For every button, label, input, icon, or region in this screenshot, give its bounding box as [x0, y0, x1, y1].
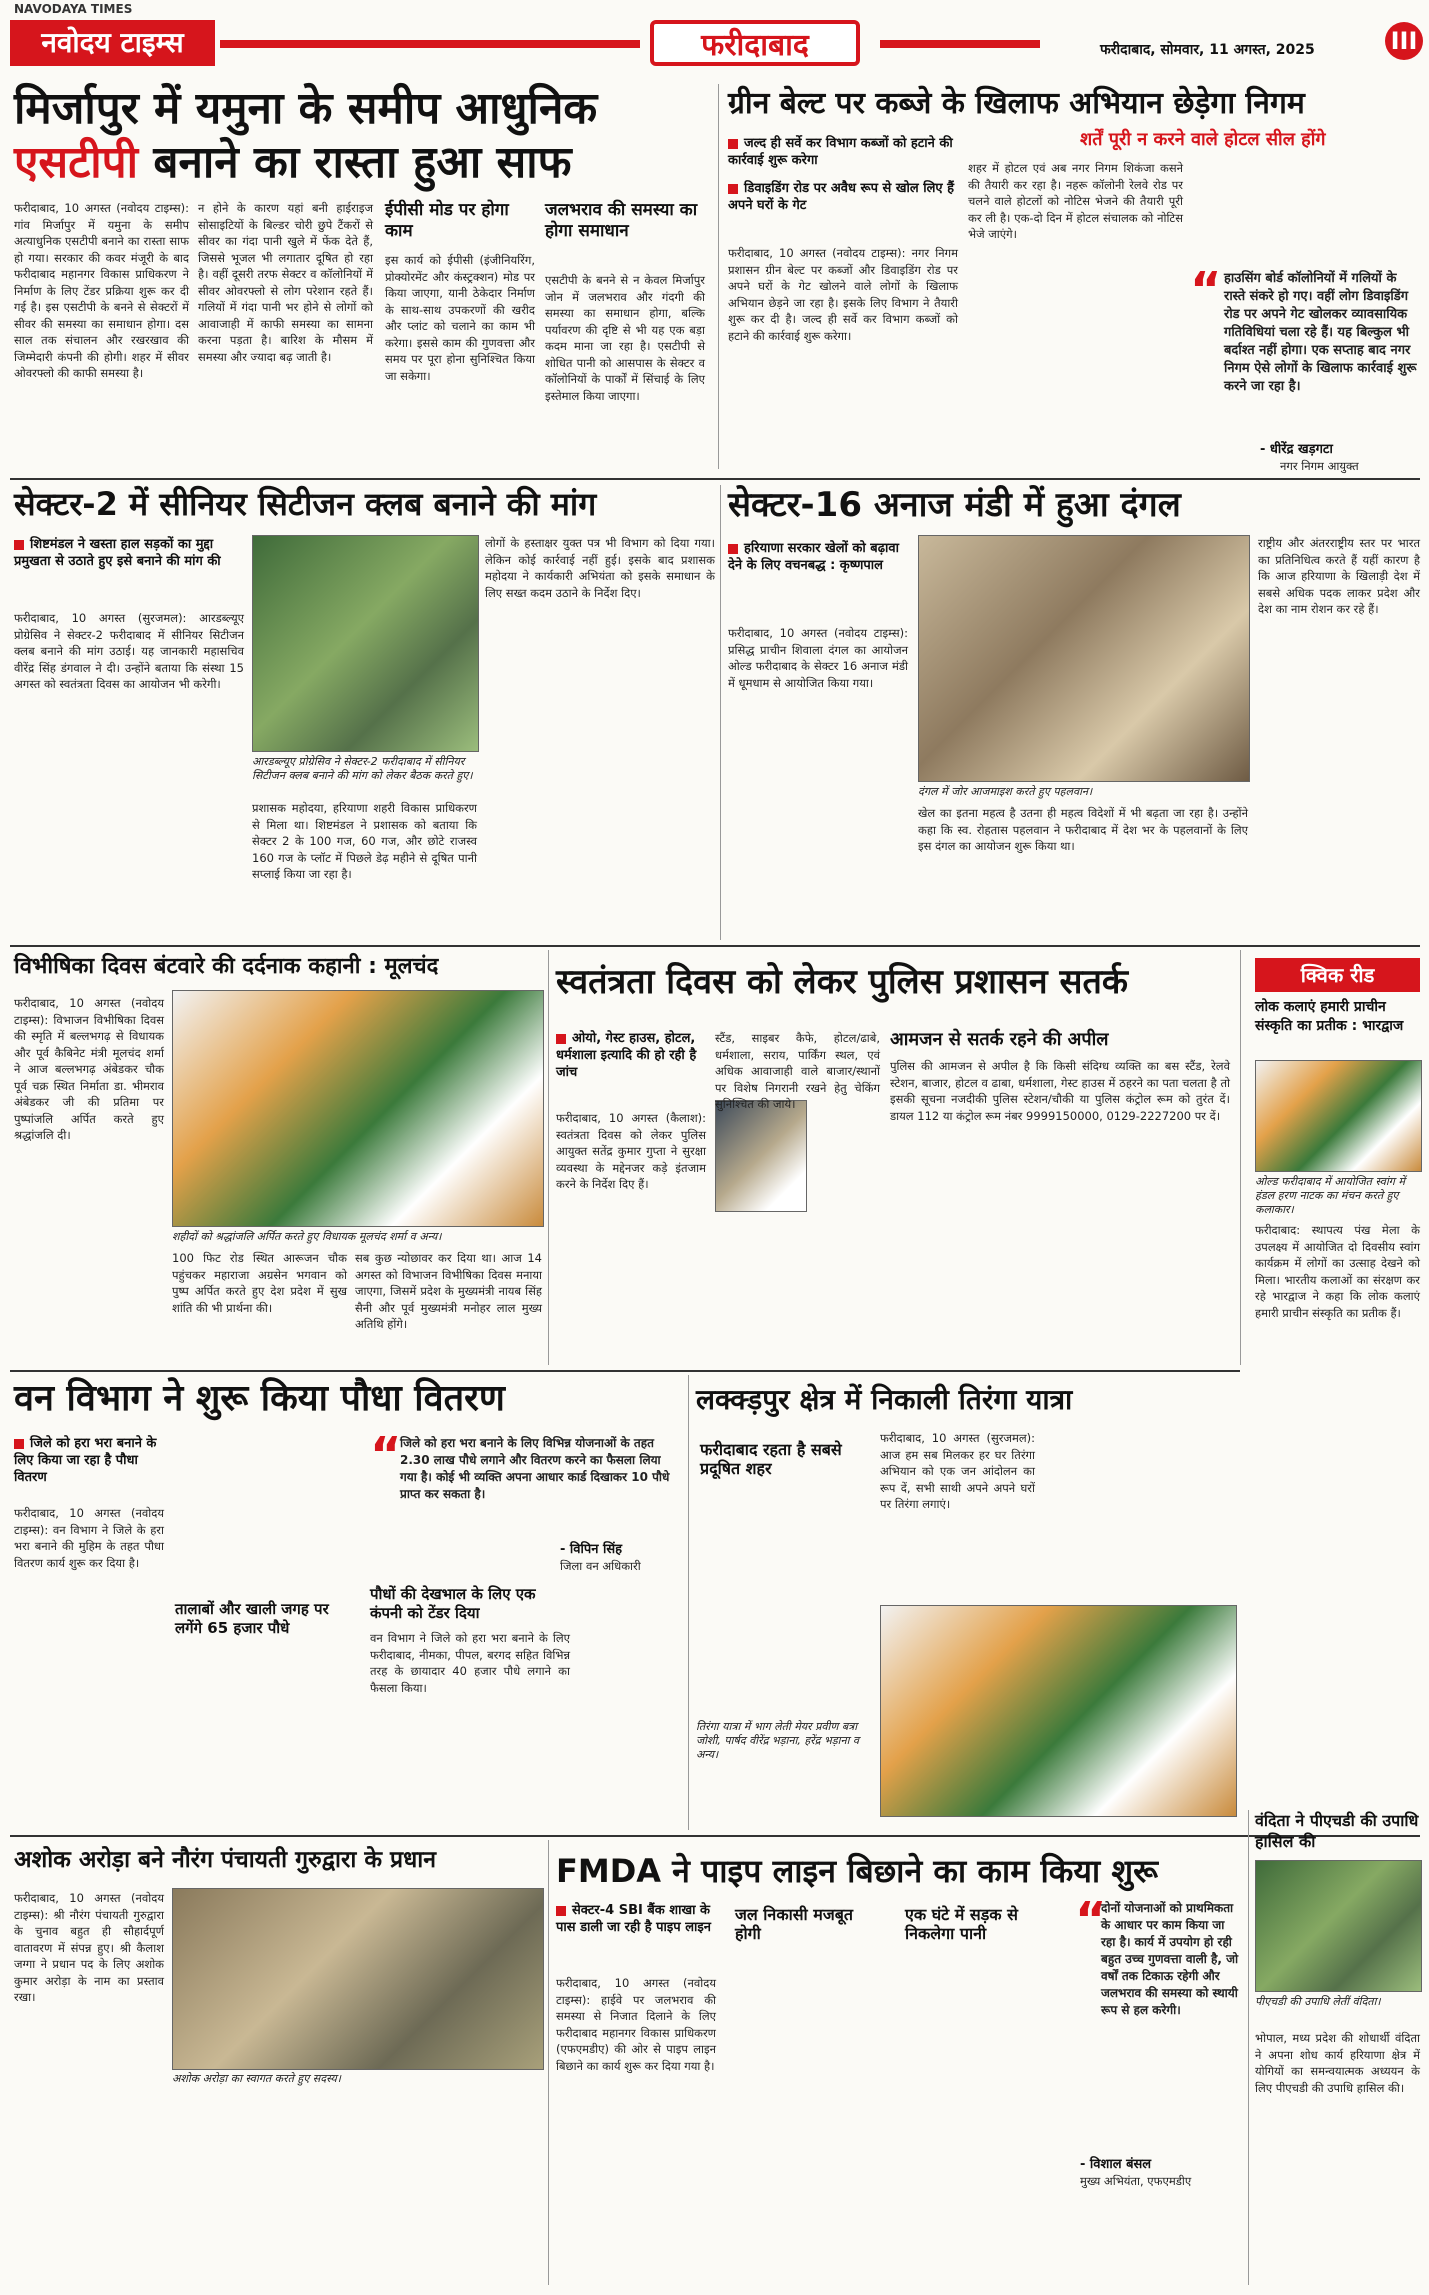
dangal-body-col3: राष्ट्रीय और अंतरराष्ट्रीय स्तर पर भारत का प्रतिनिधित्व करते हैं यहीं कारण है कि आज हरियाणा के खिलाड़ी देश में सबसे अधिक पदक लाकर प्रदेश और देश का नाम रोशन कर रहे हैं। [1258, 536, 1420, 616]
seniorclub-headline: सेक्टर-2 में सीनियर सिटीजन क्लब बनाने की मांग [14, 485, 597, 523]
page-number: III [1385, 22, 1423, 60]
seniorclub-body-col1: फरीदाबाद, 10 अगस्त (सुरजमल): आरडब्ल्यूए प्रोग्रेसिव ने सेक्टर-2 फरीदाबाद में सीनियर सिटीजन क्लब बनाने की मांग उठाई। यह जानकारी महासचिव वीरेंद्र सिंह डंगवाल ने दी। उन्होंने बताया कि संस्था 15 अगस्त को स्वतंत्रता दिवस का आयोजन भी करेगी। [14, 611, 244, 691]
dangal-body-col2: खेल का इतना महत्व है उतना ही महत्व विदेशों में भी बढ़ता जा रहा है। उन्होंने कहा कि स्व. रोहतास पहलवान ने फरीदाबाद में देश भर के पहलवानों के लिए इस दंगल का आयोजन शुरू किया था। [918, 806, 1248, 853]
gurudwara-body-col1: फरीदाबाद, 10 अगस्त (नवोदय टाइम्स): श्री नौरंग पंचायती गुरुद्वारा के चुनाव बहुत ही सौहार्दपूर्ण वातावरण में संपन्न हुए। श्री कैलाश जग्गा ने प्रधान पद के लिए अशोक कुमार अरोड़ा के नाम का प्रस्ताव रखा। [14, 1891, 164, 2004]
independence-bullet-text: ओयो, गेस्ट हाउस, होटल, धर्मशाला इत्यादि की हो रही है जांच [556, 1031, 697, 1080]
quote-mark-icon: “ [1190, 262, 1222, 318]
greenbelt-quote-by: - धीरेंद्र खड़गटा [1260, 442, 1333, 457]
tiranga-sub: फरीदाबाद रहता है सबसे प्रदूषित शहर [700, 1440, 842, 1478]
dangal-photo [918, 535, 1250, 782]
police-commissioner-photo [715, 1100, 807, 1212]
forest-bullet [14, 1435, 164, 1486]
bullet-icon [14, 1439, 24, 1449]
forest-body-col2: वन विभाग ने जिले को हरा भरा बनाने के लिए फरीदाबाद, नीमका, पीपल, बरगद सहित विभिन्न तरह के छायादार 40 हजार पौधे लगाने का फैसला किया। [370, 1631, 570, 1695]
bullet-icon [728, 139, 738, 149]
phd-caption: पीएचडी की उपाधि लेतीं वंदिता। [1255, 1995, 1381, 2008]
masthead-rule [220, 40, 640, 48]
city-ribbon: फरीदाबाद [650, 20, 860, 66]
seniorclub-photo [252, 535, 479, 752]
stp-headline-rest: बनाने का रास्ता हुआ साफ [138, 137, 572, 188]
column-divider [1240, 950, 1241, 1365]
bullet-icon [728, 184, 738, 194]
tiranga-body-col1: फरीदाबाद, 10 अगस्त (सुरजमल): आज हम सब मिलकर हर घर तिरंगा अभियान को एक जन आंदोलन का रूप दें, सभी साथी अपने अपने घरों पर तिरंगा लगाएं। [880, 1431, 1035, 1511]
stp-body-col3: इस कार्य को ईपीसी (इंजीनियरिंग, प्रोक्योरमेंट और कंस्ट्रक्शन) मोड पर किया जाएगा, यानी ठेकेदार निर्माण के साथ-साथ उपकरणों की खरीद और प्लांट को चलाने का काम भी करेगा। इससे काम की गुणवत्ता और समय पर पूरा होना सुनिश्चित किया जा सकेगा। [385, 253, 535, 383]
fmda-bullet-text: सेक्टर-4 SBI बैंक शाखा के पास डाली जा रही है पाइप लाइन [556, 1903, 711, 1935]
forest-sub-2: पौधों की देखभाल के लिए एक कंपनी को टेंडर दिया [370, 1585, 536, 1622]
forest-body-col1: फरीदाबाद, 10 अगस्त (नवोदय टाइम्स): वन विभाग ने जिले के हरा भरा बनाने की मुहिम के तहत पौधा वितरण कार्य शुरू कर दिया है। [14, 1506, 164, 1570]
greenbelt-bullet-2 [728, 180, 958, 214]
dangal-bullet [728, 540, 908, 574]
date-line: फरीदाबाद, सोमवार, 11 अगस्त, 2025 [1100, 42, 1315, 58]
greenbelt-quote-role: नगर निगम आयुक्त [1280, 459, 1359, 473]
greenbelt-body-col1: फरीदाबाद, 10 अगस्त (नवोदय टाइम्स): नगर निगम प्रशासन ग्रीन बेल्ट पर कब्जों और डिवाइडिंग रोड पर अपने घरों के गेट खोलने वाले लोगों के खिलाफ अभियान छेड़ने जा रहा है। इसके लिए विभाग ने तैयारी शुरू कर दी है। जल्द ही सर्वे कर विभाग कब्जों को हटाने की कार्रवाई शुरू करेगा। [728, 246, 958, 343]
fmda-quote-box [1075, 1892, 1240, 2090]
forest-bullet-text: जिले को हरा भरा बनाने के लिए किया जा रहा है पौधा वितरण [14, 1436, 157, 1485]
fmda-quote-by: - विशाल बंसल [1080, 2157, 1152, 2172]
seniorclub-bullet [14, 536, 244, 570]
stp-body-col2: न होने के कारण यहां बनी हाईराइज सोसाइटियों के बिल्डर चोरी छुपे टैंकरों से सीवर का गंदा पानी खुले में फेंक देते हैं, जिससे भूजल भी लगातार दूषित हो रहा है। वहीं दूसरी तरफ सेक्टर व कॉलोनियों में सीवर ओवरफ्लो से लोग परेशान रहते हैं। गलियों में गंदा पानी भर होने से लोगों को आवाजाही में काफी समस्या का सामना करना पड़ता है। बारिश के मौसम में समस्या और ज्यादा बढ़ जाती है। [198, 201, 373, 364]
independence-headline: स्वतंत्रता दिवस को लेकर पुलिस प्रशासन सतर्क [556, 962, 1128, 1002]
masthead-rule-right [880, 40, 1040, 48]
column-divider [548, 1840, 549, 2285]
stp-sub-waterlogging: जलभराव की समस्या का होगा समाधान [545, 200, 698, 241]
column-divider [1248, 1810, 1249, 2285]
stp-headline-stp: एसटीपी [14, 137, 139, 188]
independence-body-col1: फरीदाबाद, 10 अगस्त (कैलाश): स्वतंत्रता दिवस को लेकर पुलिस आयुक्त सतेंद्र कुमार गुप्ता ने सुरक्षा व्यवस्था के मद्देनजर कड़े इंतजाम करने के निर्देश दिए हैं। [556, 1111, 706, 1191]
fmda-sub-2: एक घंटे में सड़क से निकलेगा पानी [905, 1905, 1018, 1943]
tiranga-photo [880, 1605, 1237, 1817]
partition-photo [172, 990, 544, 1227]
independence-body-col3: पुलिस की आमजन से अपील है कि किसी संदिग्ध व्यक्ति का बस स्टैंड, रेलवे स्टेशन, बाजार, होटल व ढाबा, धर्मशाला, गेस्ट हाउस में ठहरने का पता चलता है तो इसकी सूचना नजदीकी पुलिस स्टेशन/चौकी या पुलिस कंट्रोल रूम को तुरंत दें। डायल 112 या कंट्रोल रूम नंबर 9999150000, 0129-2227200 पर दें। [890, 1059, 1230, 1123]
partition-body-col1: फरीदाबाद, 10 अगस्त (नवोदय टाइम्स): विभाजन विभीषिका दिवस की स्मृति में बल्लभगढ़ से विधायक और पूर्व कैबिनेट मंत्री मूलचंद शर्मा ने आज बल्लभगढ़ अंबेडकर चौक पूर्व चक्र स्थित निर्माता डा. भीमराव अंबेडकर जी की प्रतिमा पर पुष्पांजलि अर्पित करते हुए श्रद्धांजलि दी। [14, 996, 164, 1142]
partition-body-col3: सब कुछ न्योछावर कर दिया था। आज 14 अगस्त को विभाजन विभीषिका दिवस मनाया जाएगा, जिसमें प्रदेश के मुख्यमंत्री नायब सिंह सैनी और पूर्व मुख्यमंत्री मनोहर लाल मुख्य अतिथि होंगे। [355, 1251, 542, 1331]
fmda-quote: दोनों योजनाओं को प्राथमिकता के आधार पर काम किया जा रहा है। कार्य में उपयोग हो रही बहुत उच्च गुणवत्ता वाली है, जो वर्षों तक टिकाऊ रहेगी और जलभराव की समस्या को स्थायी रूप से हल करेगी। [1101, 1901, 1239, 2017]
forest-quote-box [370, 1427, 680, 1545]
stp-body-col1: फरीदाबाद, 10 अगस्त (नवोदय टाइम्स): गांव मिर्जापुर में यमुना के समीप अत्याधुनिक एसटीपी बनाने का रास्ता साफ हो गया। सरकार की कवर मंजूरी के बाद फरीदाबाद महानगर विकास प्राधिकरण ने निर्माण के लिए टेंडर प्रक्रिया शुरू कर दी गई है। इस एसटीपी के बनने से सेक्टरों में सीवर की समस्या का समाधान होगा। दस साल तक संचालन और रखरखाव की जिम्मेदारी कंपनी की होगी। शहर में सीवर ओवरफ्लो की काफी समस्या है। [14, 201, 189, 380]
partition-headline: विभीषिका दिवस बंटवारे की दर्दनाक कहानी : मूलचंद [14, 954, 439, 979]
partition-body-col2: 100 फिट रोड स्थित आरूजन चौक पहुंचकर महाराजा अग्रसेन भगवान को पुष्प अर्पित करते हुए देश प्रदेश में सुख शांति की भी प्रार्थना की। [172, 1251, 347, 1315]
fmda-body-col1: फरीदाबाद, 10 अगस्त (नवोदय टाइम्स): हाईवे पर जलभराव की समस्या से निजात दिलाने के लिए फरीदाबाद महानगर विकास प्राधिकरण (एफएमडीए) की ओर से पाइप लाइन बिछाने का कार्य शुरू कर दिया गया है। [556, 1976, 716, 2073]
independence-bullet [556, 1030, 706, 1081]
small-brand: NAVODAYA TIMES [14, 2, 133, 16]
quote-mark-icon: “ [1075, 1892, 1107, 1948]
greenbelt-bullet-1-text: जल्द ही सर्वे कर विभाग कब्जों को हटाने की कार्रवाई शुरू करेगा [728, 136, 953, 168]
seniorclub-caption: आरडब्ल्यूए प्रोग्रेसिव ने सेक्टर-2 फरीदाबाद में सीनियर सिटीजन क्लब बनाने की मांग को लेकर बैठक करते हुए। [252, 755, 473, 782]
greenbelt-bullet-1 [728, 135, 958, 169]
masthead [0, 0, 1429, 72]
bullet-icon [14, 540, 24, 550]
column-divider [548, 950, 549, 1365]
forest-quote: जिले को हरा भरा बनाने के लिए विभिन्न योजनाओं के तहत 2.30 लाख पौधे लगाने और वितरण करने का फैसला लिया गया है। कोई भी व्यक्ति अपना आधार कार्ड दिखाकर 10 पौधे प्राप्त कर सकता है। [400, 1436, 670, 1501]
quote-mark-icon: “ [370, 1427, 402, 1483]
forest-quote-role: जिला वन अधिकारी [560, 1559, 641, 1573]
gurudwara-photo [172, 1888, 544, 2070]
quickread-headline: लोक कलाएं हमारी प्राचीन संस्कृति का प्रतीक : भारद्वाज [1255, 999, 1404, 1034]
forest-quote-by: - विपिन सिंह [560, 1542, 623, 1557]
bullet-icon [728, 544, 738, 554]
partition-caption: शहीदों को श्रद्धांजलि अर्पित करते हुए विधायक मूलचंद शर्मा व अन्य। [172, 1230, 442, 1243]
greenbelt-headline: ग्रीन बेल्ट पर कब्जे के खिलाफ अभियान छेड़ेगा निगम [728, 86, 1305, 121]
stp-body-col4: एसटीपी के बनने से न केवल मिर्जापुर जोन में जलभराव और गंदगी की समस्या का समाधान होगा, बल्कि पर्यावरण की दृष्टि से भी यह एक बड़ा कदम माना जा रहा है। एसटीपी से शोधित पानी को आसपास के सेक्टर व कॉलोनियों के पार्कों में सिंचाई के लिए इस्तेमाल किया जाएगा। [545, 273, 705, 403]
quick-read-tag: क्विक रीड [1255, 958, 1420, 992]
stp-sub-epc: ईपीसी मोड पर होगा काम [385, 200, 509, 241]
greenbelt-quote-box [1190, 262, 1418, 440]
section-rule [10, 945, 1420, 947]
gurudwara-caption: अशोक अरोड़ा का स्वागत करते हुए सदस्य। [172, 2072, 341, 2085]
stp-headline-2 [14, 137, 704, 188]
independence-body-col2: स्टैंड, साइबर कैफे, होटल/ढाबे, धर्मशाला, सराय, पार्किंग स्थल, एवं अधिक आवाजाही वाले बाजार/स्थानों पर विशेष निगरानी रखने हेतु चेकिंग सुनिश्चित की जाये। [715, 1031, 880, 1111]
forest-sub-1: तालाबों और खाली जगह पर लगेंगे 65 हजार पौधे [175, 1600, 329, 1637]
tiranga-headline: लक्क्ड़पुर क्षेत्र में निकाली तिरंगा यात्रा [696, 1383, 1073, 1416]
greenbelt-bullet-2-text: डिवाइडिंग रोड पर अवैध रूप से खोल लिए हैं अपने घरों के गेट [728, 181, 955, 213]
gurudwara-headline: अशोक अरोड़ा बने नौरंग पंचायती गुरुद्वारा के प्रधान [14, 1847, 436, 1873]
quickread-caption: ओल्ड फरीदाबाद में आयोजित स्वांग में हंडल हरण नाटक का मंचन करते हुए कलाकार। [1255, 1175, 1405, 1216]
tiranga-caption: तिरंगा यात्रा में भाग लेती मेयर प्रवीण बत्रा जोशी, पार्षद वीरेंद्र भड़ाना, हरेंद्र भड़ाना व अन्य। [696, 1720, 860, 1761]
seniorclub-body-col3: लोगों के हस्ताक्षर युक्त पत्र भी विभाग को दिया गया। लेकिन कोई कार्रवाई नहीं हुई। इसके बाद प्रशासक महोदया ने कार्यकारी अभियंता को इसके समाधान के लिए सख्त कदम उठाने के निर्देश दिए। [485, 536, 715, 600]
fmda-sub-1: जल निकासी मजबूत होगी [735, 1905, 853, 1943]
section-rule [10, 1370, 1240, 1372]
phd-headline: वंदिता ने पीएचडी की उपाधि हासिल की [1255, 1811, 1419, 1851]
dangal-body-col1: फरीदाबाद, 10 अगस्त (नवोदय टाइम्स): प्रसिद्ध प्राचीन शिवाला दंगल का आयोजन ओल्ड फरीदाबाद के सेक्टर 16 अनाज मंडी में धूमधाम से आयोजित किया गया। [728, 626, 908, 690]
phd-photo [1255, 1860, 1422, 1992]
fmda-headline: FMDA ने पाइप लाइन बिछाने का काम किया शुरू [556, 1852, 1158, 1890]
greenbelt-subhead: शर्तें पूरी न करने वाले होटल सील होंगे [1080, 129, 1326, 150]
independence-sub: आमजन से सतर्क रहने की अपील [890, 1029, 1109, 1050]
column-divider [718, 84, 719, 469]
forest-headline: वन विभाग ने शुरू किया पौधा वितरण [14, 1378, 505, 1419]
dangal-caption: दंगल में जोर आजमाइश करते हुए पहलवान। [918, 785, 1093, 798]
fmda-bullet [556, 1902, 716, 1936]
phd-body: भोपाल, मध्य प्रदेश की शोधार्थी वंदिता ने अपना शोध कार्य हरियाणा क्षेत्र में योगियों का समन्वयात्मक अध्ययन के लिए पीएचडी की उपाधि हासिल की। [1255, 2031, 1420, 2095]
greenbelt-body-col2: शहर में होटल एवं अब नगर निगम शिकंजा कसने की तैयारी कर रहा है। नहरू कॉलोनी रेलवे रोड पर चलने वाले होटलों को नोटिस भेजने की तैयारी पूरी कर ली है। एक-दो दिन में होटल संचालक को नोटिस भेजे जाएंगे। [968, 161, 1183, 241]
fmda-quote-role: मुख्य अभियंता, एफएमडीए [1080, 2174, 1192, 2188]
section-rule [10, 1835, 1420, 1837]
column-divider [720, 485, 721, 940]
seniorclub-bullet-text: शिष्टमंडल ने खस्ता हाल सड़कों का मुद्दा प्रमुखता से उठाते हुए इसे बनाने की मांग की [14, 537, 221, 569]
bullet-icon [556, 1906, 566, 1916]
greenbelt-quote: हाउसिंग बोर्ड कॉलोनियों में गलियों के रास्ते संकरे हो गए। वहीं लोग डिवाइडिंग रोड पर अपने गेट खोलकर व्यावसायिक गतिविधियां चला रहे हैं। यह बिल्कुल भी बर्दाश्त नहीं होगा। एक सप्ताह बाद नगर निगम ऐसे लोगों के खिलाफ कार्रवाई शुरू करने जा रहा है। [1224, 271, 1417, 394]
quickread-photo [1255, 1060, 1422, 1172]
dangal-bullet-text: हरियाणा सरकार खेलों को बढ़ावा देने के लिए वचनबद्ध : कृष्णपाल [728, 541, 900, 573]
stp-headline-1: मिर्जापुर में यमुना के समीप आधुनिक [14, 83, 598, 134]
seniorclub-body-col2: प्रशासक महोदया, हरियाणा शहरी विकास प्राधिकरण से मिला था। शिष्टमंडल ने प्रशासक को बताया कि सेक्टर 2 के 100 गज, 60 गज, और छोटे राजस्व 160 गज के प्लॉट में पिछले डेढ़ महीने से दूषित पानी सप्लाई किया जा रहा है। [252, 801, 477, 881]
section-rule [10, 478, 1420, 480]
brand-logo: नवोदय टाइम्स [10, 20, 215, 66]
dangal-headline: सेक्टर-16 अनाज मंडी में हुआ दंगल [728, 485, 1181, 525]
bullet-icon [556, 1034, 566, 1044]
quickread-body: फरीदाबाद: स्थापत्य पंख मेला के उपलक्ष्य में आयोजित दो दिवसीय स्वांग कार्यक्रम में लोगों का उत्साह देखने को मिला। भारतीय कलाओं का संरक्षण कर रहे भारद्वाज ने कहा कि लोक कलाएं हमारी प्राचीन संस्कृति का प्रतीक हैं। [1255, 1223, 1420, 1320]
column-divider [688, 1375, 689, 1830]
